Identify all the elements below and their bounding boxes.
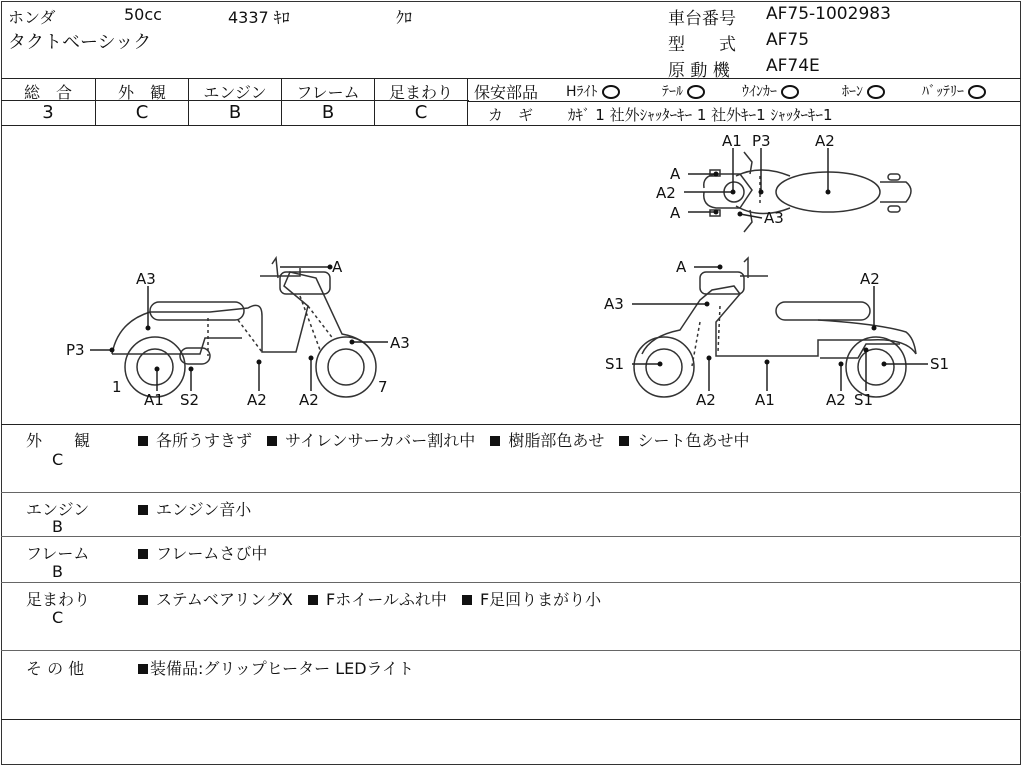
- grade-value-exterior: C: [135, 102, 149, 123]
- diagram-label: A2: [299, 391, 319, 409]
- diagram-label: 1: [112, 378, 122, 396]
- note: F足回りまがり小: [479, 590, 602, 609]
- section-notes-suspension: [138, 587, 611, 610]
- diagram-label: A2: [815, 132, 835, 150]
- diagram-label: A3: [136, 270, 156, 288]
- frame-no-label: 車台番号: [668, 9, 736, 29]
- grid-line: [1, 78, 1021, 79]
- grade-label-overall: 総 合: [23, 83, 72, 102]
- note: エンジン音小: [156, 500, 252, 519]
- safety-item: ﾃｰﾙ: [662, 81, 705, 101]
- diagram-label: P3: [66, 341, 85, 359]
- section-title-exterior: 外 観: [26, 431, 91, 450]
- color: ｸﾛ: [396, 8, 413, 27]
- grade-label-exterior: 外 観: [117, 83, 166, 102]
- note: フレームさび中: [156, 544, 268, 563]
- diagram-label: S1: [605, 355, 625, 373]
- safety-item: ｳｲﾝｶｰ: [742, 81, 799, 101]
- section-title-suspension: 足まわり: [26, 590, 91, 609]
- engine-value: AF74E: [766, 56, 820, 76]
- key-label: カ ギ: [488, 106, 534, 124]
- diagram-label: A3: [390, 334, 410, 352]
- bullet-square-icon: [490, 436, 500, 446]
- displacement: 50cc: [124, 5, 162, 24]
- section-notes-other: [138, 656, 424, 679]
- leader-lines: [90, 148, 928, 391]
- section-title-frame: フレーム: [26, 544, 90, 563]
- diagram-label: 7: [378, 378, 388, 396]
- model-name: タクトベーシック: [8, 32, 152, 53]
- grid-line: [467, 78, 468, 125]
- note: 樹脂部色あせ: [508, 431, 605, 450]
- grid-line: [1, 719, 1021, 720]
- bullet-square-icon: [619, 436, 629, 446]
- note: サイレンサーカバー割れ中: [285, 431, 476, 450]
- diagram-label: A2: [860, 270, 880, 288]
- diagram-label: A3: [604, 295, 624, 313]
- grade-label-frame: フレーム: [296, 83, 360, 102]
- grid-line: [1, 492, 1021, 493]
- section-notes-exterior: [138, 428, 760, 451]
- note: 各所うすきず: [156, 431, 253, 450]
- grade-value-overall: 3: [42, 102, 54, 123]
- maker: ホンダ: [8, 8, 56, 27]
- grid-line: [1, 536, 1021, 537]
- frame-no: AF75-1002983: [766, 4, 891, 24]
- diagram-label: P3: [752, 132, 771, 150]
- note: Fホイールふれ中: [325, 590, 447, 609]
- section-grade-engine: B: [52, 517, 63, 536]
- diagram-label: S1: [930, 355, 950, 373]
- bullet-square-icon: [138, 664, 148, 674]
- engine-label: 原 動 機: [668, 61, 730, 81]
- damage-diagram: [0, 126, 1024, 424]
- diagram-label: A2: [656, 184, 676, 202]
- bullet-square-icon: [267, 436, 277, 446]
- section-grade-exterior: C: [52, 450, 64, 469]
- safety-item: ﾊﾞｯﾃﾘｰ: [922, 81, 986, 101]
- bullet-square-icon: [308, 595, 318, 605]
- section-grade-frame: B: [52, 562, 63, 581]
- note: シート色あせ中: [637, 431, 750, 450]
- diagram-label: A: [676, 258, 687, 276]
- grade-label-suspension: 足まわり: [388, 83, 453, 102]
- note: ステムベアリングX: [156, 590, 293, 609]
- section-title-engine: エンジン: [26, 500, 90, 519]
- bullet-square-icon: [138, 436, 148, 446]
- bullet-square-icon: [138, 595, 148, 605]
- grade-value-engine: B: [228, 102, 242, 123]
- bullet-square-icon: [138, 549, 148, 559]
- ok-mark-icon: [781, 85, 799, 99]
- safety-item: ﾎｰﾝ: [842, 81, 885, 101]
- grid-line: [1, 650, 1021, 651]
- diagram-label: A1: [144, 391, 164, 409]
- diagram-label: A3: [764, 209, 784, 227]
- grid-line: [1, 424, 1021, 425]
- bullet-square-icon: [138, 505, 148, 515]
- grid-line: [1, 582, 1021, 583]
- ok-mark-icon: [968, 85, 986, 99]
- note: 装備品:グリップヒーター LEDライト: [150, 659, 415, 678]
- ok-mark-icon: [602, 85, 620, 99]
- diagram-label: A: [670, 204, 681, 222]
- damage-points: [110, 172, 887, 372]
- section-notes-engine: [138, 497, 261, 520]
- type-label: 型 式: [668, 35, 736, 55]
- diagram-label: A2: [696, 391, 716, 409]
- grade-value-frame: B: [321, 102, 335, 123]
- diagram-label: A1: [722, 132, 742, 150]
- diagram-label: S2: [180, 391, 200, 409]
- grade-label-engine: エンジン: [203, 83, 267, 102]
- ok-mark-icon: [867, 85, 885, 99]
- section-title-other: そ の 他: [26, 659, 85, 678]
- diagram-label: A1: [755, 391, 775, 409]
- ok-mark-icon: [687, 85, 705, 99]
- safety-label: 保安部品: [474, 83, 539, 102]
- grade-value-suspension: C: [414, 102, 428, 123]
- key-info: ｶｷﾞ 1 社外ｼｬｯﾀｰｷｰ 1 社外ｷｰ1 ｼｬｯﾀｰｷｰ1: [568, 106, 833, 124]
- grid-line: [468, 101, 1020, 102]
- diagram-label: A: [332, 258, 343, 276]
- diagram-label: A2: [247, 391, 267, 409]
- bullet-square-icon: [462, 595, 472, 605]
- section-grade-suspension: C: [52, 608, 64, 627]
- mileage: 4337 ｷﾛ: [228, 8, 290, 27]
- section-notes-frame: [138, 541, 277, 564]
- diagram-label: S1: [854, 391, 874, 409]
- diagram-label: A2: [826, 391, 846, 409]
- safety-item: Hﾗｲﾄ: [566, 81, 620, 101]
- type-value: AF75: [766, 30, 810, 50]
- diagram-label: A: [670, 165, 681, 183]
